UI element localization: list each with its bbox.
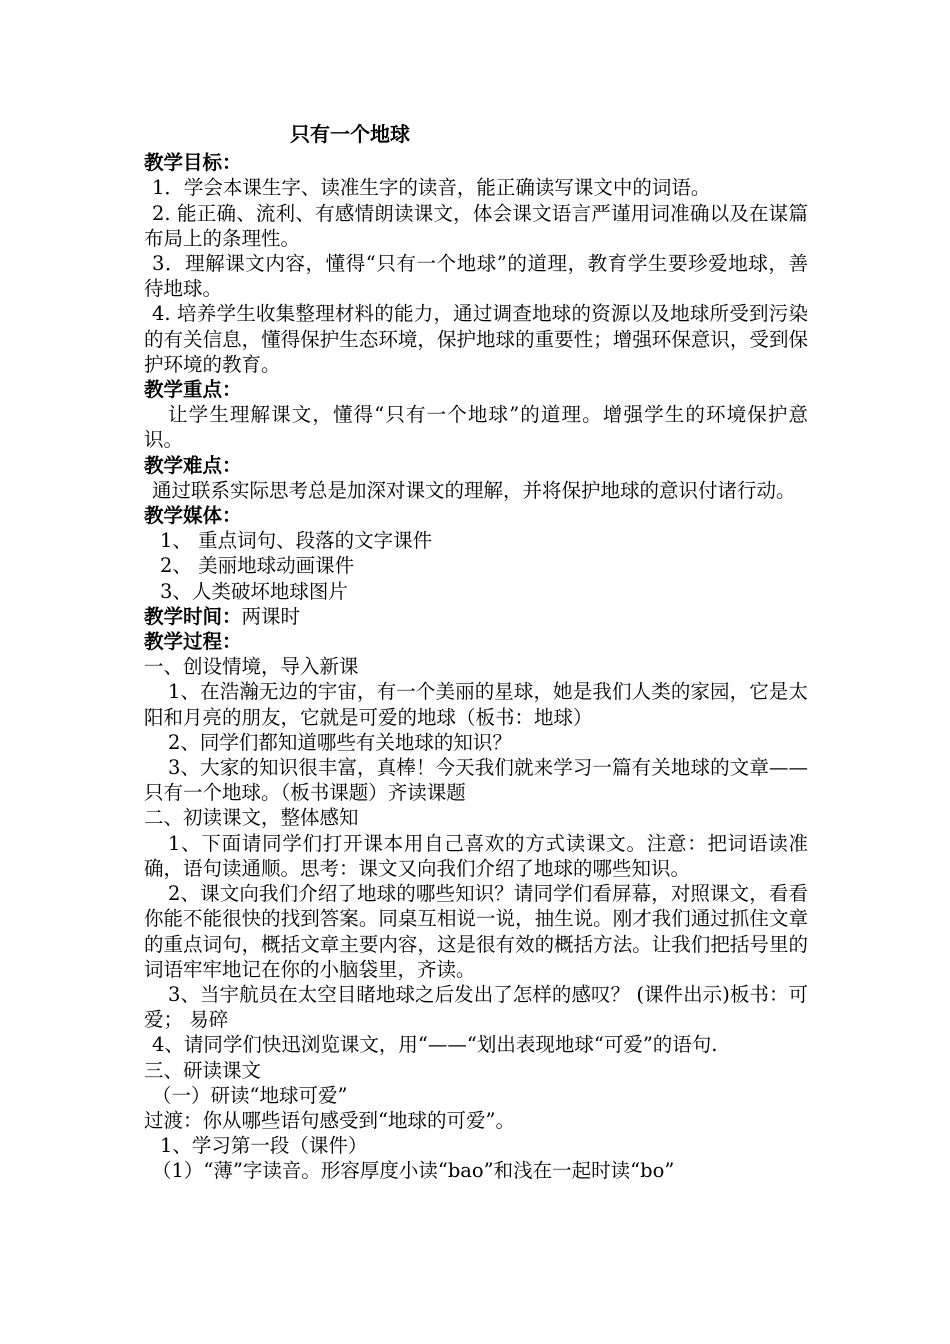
process-line-9: 4、请同学们快迅浏览课文，用“——“划出表现地球“可爱”的语句. bbox=[152, 1033, 718, 1057]
process-line-3: 2、同学们都知道哪些有关地球的知识？ bbox=[168, 730, 512, 754]
process-line-2: 1、在浩瀚无边的宇宙，有一个美丽的星球，她是我们人类的家园，它是太阳和月亮的朋友，它就是可爱的地球（板书：地球） bbox=[144, 680, 808, 729]
key-points-text: 让学生理解课文，懂得“只有一个地球”的道理。增强学生的环境保护意识。 bbox=[144, 403, 808, 452]
goal-item-2: 2. 能正确、流利、有感情朗读课文，体会课文语言严谨用词准确以及在谋篇布局上的条理性。 bbox=[144, 201, 808, 250]
media-item-3: 3、人类破坏地球图片 bbox=[160, 579, 348, 603]
process-line-7: 2、课文向我们介绍了地球的哪些知识？请同学们看屏幕，对照课文，看看你能不能很快的找到答案。同桌互相说一说，抽生说。刚才我们通过抓住文章的重点词句，概括文章主要内容，这是很有效的概括方法。让我们把括号里的词语牢牢地记在你的小脑袋里，齐读。 bbox=[144, 882, 808, 981]
document-body bbox=[144, 122, 808, 1184]
media-heading: 教学媒体： bbox=[144, 504, 242, 528]
media-item-2: 2、 美丽地球动画课件 bbox=[160, 554, 355, 578]
goal-item-1: 1．学会本课生字、读准生字的读音，能正确读写课文中的词语。 bbox=[152, 176, 711, 200]
process-line-4: 3、大家的知识很丰富，真棒！今天我们就来学习一篇有关地球的文章——只有一个地球。（板书课题）齐读课题 bbox=[144, 756, 808, 805]
goal-item-3: 3．理解课文内容，懂得“只有一个地球”的道理，教育学生要珍爱地球，善待地球。 bbox=[144, 252, 808, 301]
process-line-6: 1、下面请同学们打开课本用自己喜欢的方式读课文。注意：把词语读准确，语句读通顺。思考：课文又向我们介绍了地球的哪些知识。 bbox=[144, 831, 808, 880]
process-line-11: （一）研读“地球可爱” bbox=[152, 1083, 348, 1107]
process-line-14: （1）“薄”字读音。形容厚度小读“bao”和浅在一起时读“bo” bbox=[152, 1159, 675, 1183]
process-line-1: 一、创设情境，导入新课 bbox=[144, 655, 359, 679]
time-label: 教学时间： bbox=[144, 604, 242, 628]
goal-item-4: 4. 培养学生收集整理材料的能力，通过调查地球的资源以及地球所受到污染的有关信息，懂得保护生态环境，保护地球的重要性；增强环保意识，受到保护环境的教育。 bbox=[144, 302, 808, 376]
key-points-heading: 教学重点： bbox=[144, 378, 242, 402]
process-line-13: 1、学习第一段（课件） bbox=[160, 1134, 368, 1158]
media-item-1: 1、 重点词句、段落的文字课件 bbox=[160, 529, 433, 553]
process-line-12: 过渡：你从哪些语句感受到“地球的可爱”。 bbox=[144, 1108, 515, 1132]
goals-heading: 教学目标： bbox=[144, 151, 242, 175]
process-line-8: 3、当宇航员在太空目睹地球之后发出了怎样的感叹？ (课件出示)板书：可爱； 易碎 bbox=[144, 982, 808, 1032]
time-heading bbox=[144, 604, 808, 629]
process-line-10: 三、研读课文 bbox=[144, 1058, 262, 1082]
difficulty-heading: 教学难点： bbox=[144, 453, 242, 477]
process-line-5: 二、初读课文，整体感知 bbox=[144, 806, 359, 830]
document-title: 只有一个地球 bbox=[290, 122, 410, 146]
time-value: 两课时 bbox=[241, 604, 301, 628]
process-heading: 教学过程： bbox=[144, 630, 242, 654]
difficulty-text: 通过联系实际思考总是加深对课文的理解，并将保护地球的意识付诸行动。 bbox=[152, 478, 796, 502]
